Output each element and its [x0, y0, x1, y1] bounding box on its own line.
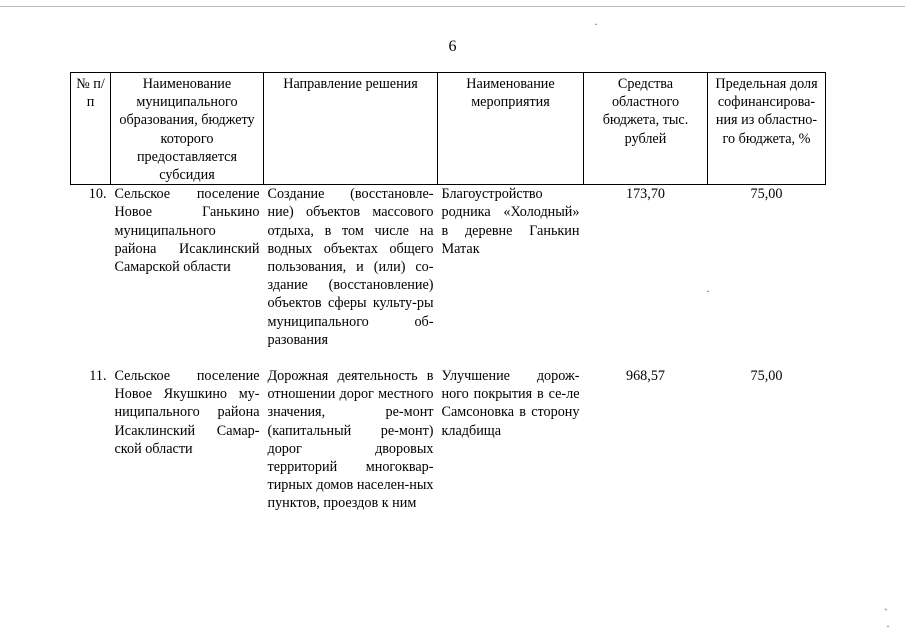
- scan-speck: ·: [594, 17, 598, 31]
- header-event: Наименование мероприятия: [438, 73, 584, 185]
- municipality-name: Сельское поселение Новое Якушкино му-ниципального района Исаклинский Самар-ской области: [114, 368, 260, 457]
- header-cofinancing-share: Предельная доля софинансирова-ния из областно-го бюджета, %: [708, 73, 826, 185]
- header-number: № п/п: [71, 73, 111, 185]
- scan-speck: ˏ: [884, 597, 888, 611]
- cofinancing-share: 75,00: [750, 186, 783, 203]
- scan-speck: ·: [706, 284, 710, 298]
- decision-direction: Дорожная деятельность в отношении дорог местного значения, ре-монт (капитальный ре-монт) дорог дворовых территорий многоквар-тирных домов населен-ных пунктов, проездов к ним: [267, 368, 434, 512]
- header-budget-funds: Средства областного бюджета, тыс. рублей: [584, 73, 708, 185]
- cofinancing-share: 75,00: [750, 368, 783, 385]
- scan-speck: ·: [886, 619, 890, 633]
- table-row: [71, 185, 826, 367]
- header-direction: Направление решения: [264, 73, 438, 185]
- row-number: 11.: [89, 368, 107, 385]
- page-number: 6: [448, 38, 457, 55]
- decision-direction: Создание (восстановле-ние) объектов массового отдыха, в том числе на водных объектах общего пользования, и (или) со-здание (восстановление) объектов сферы культу-ры муниципального об-разования: [267, 186, 434, 348]
- budget-amount: 173,70: [625, 186, 665, 203]
- event-name: Благоустройство родника «Холодный» в деревне Ганькин Матак: [441, 186, 580, 257]
- scan-edge-line: [0, 6, 905, 7]
- table-header-row: [71, 73, 826, 185]
- municipality-name: Сельское поселение Новое Ганькино муниципального района Исаклинский Самарской области: [114, 186, 260, 276]
- header-municipality: Наименование муниципального образования, бюджету которого предоставляется субсидия: [111, 73, 264, 185]
- event-name: Улучшение дорож-ного покрытия в се-ле Самсоновка в сторону кладбища: [441, 368, 580, 439]
- subsidy-table: [70, 72, 826, 531]
- budget-amount: 968,57: [625, 368, 665, 385]
- table-row: [71, 367, 826, 531]
- row-number: 10.: [88, 186, 107, 203]
